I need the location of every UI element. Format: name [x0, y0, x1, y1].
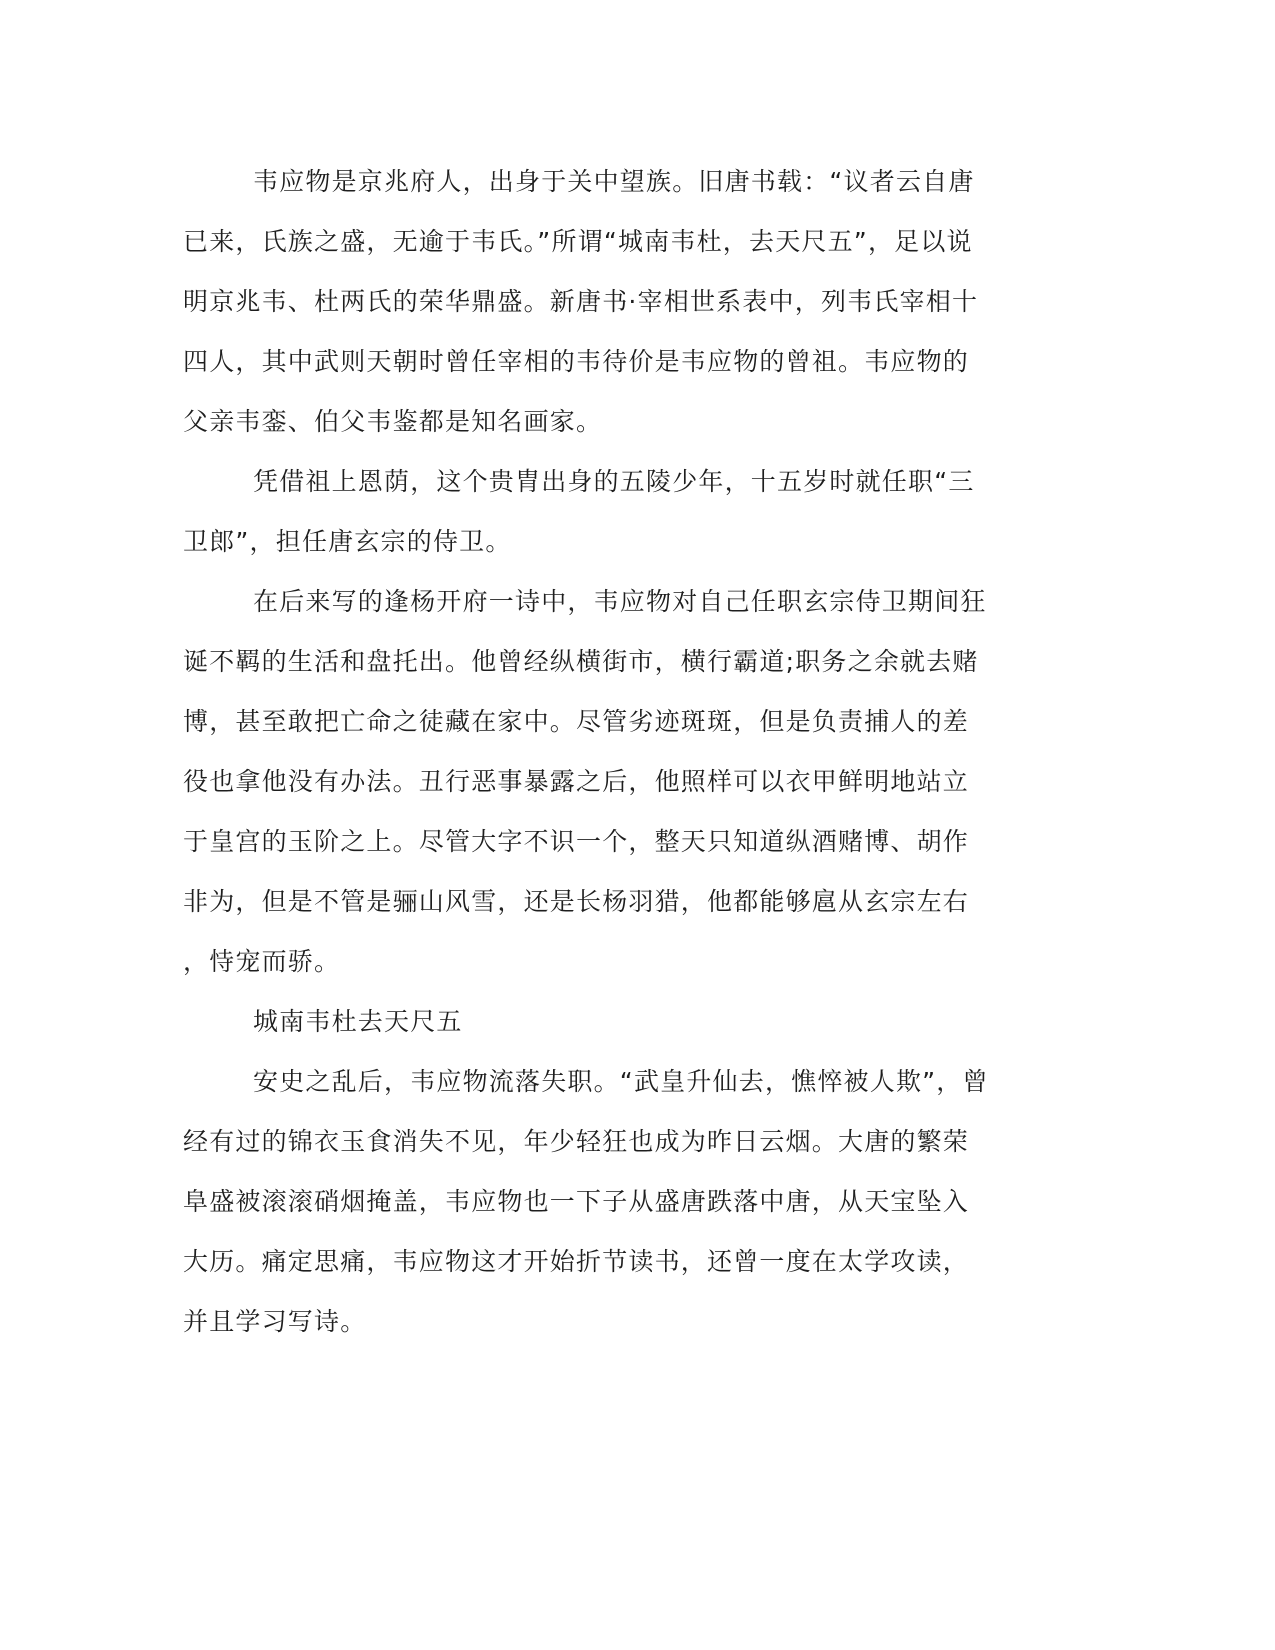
text-line: 阜盛被滚滚硝烟掩盖，韦应物也一下子从盛唐跌落中唐，从天宝坠入: [183, 1187, 970, 1216]
text-line: 父亲韦銮、伯父韦鉴都是知名画家。: [183, 407, 603, 436]
paragraph-4: [183, 1052, 1033, 1352]
paragraph-3: [183, 572, 1033, 992]
paragraph-2: [183, 452, 1033, 572]
text-line: 诞不羁的生活和盘托出。他曾经纵横街市，横行霸道;职务之余就去赌: [183, 647, 979, 676]
text-line: 并且学习写诗。: [183, 1307, 367, 1336]
text-line: 于皇宫的玉阶之上。尽管大字不识一个，整天只知道纵酒赌博、胡作: [183, 827, 970, 856]
heading-text: 城南韦杜去天尺五: [253, 1007, 463, 1036]
text-line: 经有过的锦衣玉食消失不见，年少轻狂也成为昨日云烟。大唐的繁荣: [183, 1127, 970, 1156]
text-line: 四人，其中武则天朝时曾任宰相的韦待价是韦应物的曾祖。韦应物的: [183, 347, 970, 376]
text-line: 韦应物是京兆府人，出身于关中望族。旧唐书载：“议者云自唐: [253, 167, 975, 196]
text-line: 在后来写的逢杨开府一诗中，韦应物对自己任职玄宗侍卫期间狂: [253, 587, 987, 616]
text-line: 大历。痛定思痛，韦应物这才开始折节读书，还曾一度在太学攻读，: [183, 1247, 970, 1276]
text-line: 非为，但是不管是骊山风雪，还是长杨羽猎，他都能够扈从玄宗左右: [183, 887, 970, 916]
text-line: 役也拿他没有办法。丑行恶事暴露之后，他照样可以衣甲鲜明地站立: [183, 767, 970, 796]
text-line: 博，甚至敢把亡命之徒藏在家中。尽管劣迹斑斑，但是负责捕人的差: [183, 707, 970, 736]
text-line: 凭借祖上恩荫，这个贵胄出身的五陵少年，十五岁时就任职“三: [253, 467, 975, 496]
section-heading: [183, 992, 1033, 1052]
text-line: 已来，氏族之盛，无逾于韦氏。”所谓“城南韦杜，去天尺五”，足以说: [183, 227, 973, 256]
document-body: [183, 152, 1033, 1352]
text-line: 卫郎”，担任唐玄宗的侍卫。: [183, 527, 512, 556]
text-line: 安史之乱后，韦应物流落失职。“武皇升仙去，憔悴被人欺”，曾: [253, 1067, 989, 1096]
text-line: ，恃宠而骄。: [183, 947, 341, 976]
paragraph-1: [183, 152, 1033, 452]
text-line: 明京兆韦、杜两氏的荣华鼎盛。新唐书·宰相世系表中，列韦氏宰相十: [183, 287, 979, 316]
